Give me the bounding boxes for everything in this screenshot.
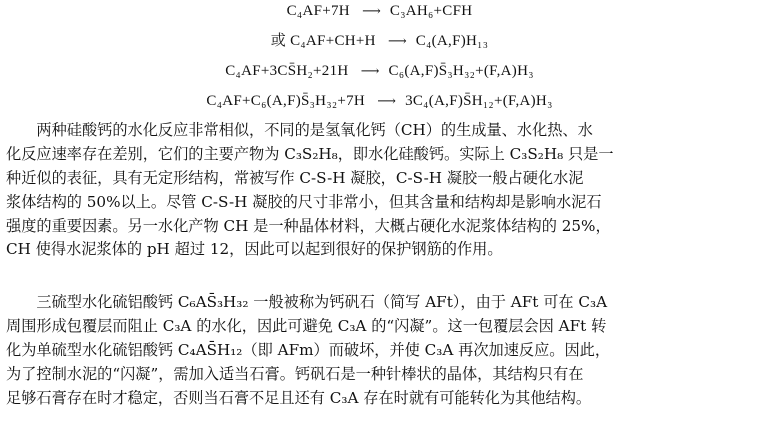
text-line: 为了控制水泥的“闪凝”，需加入适当石膏。钙矾石是一种针棒状的晶体，其结构只有在 [6, 364, 584, 383]
text-line: 三硫型水化硫铝酸钙 C₆AS̄₃H₃₂ 一般被称为钙矾石（简写 AFt），由于 AFt 可在 C₃A [6, 293, 608, 311]
text-line: 两种硅酸钙的水化反应非常相似，不同的是氢氧化钙（CH）的生成量、水化热、水 [6, 121, 593, 139]
equation-rhs: C₃AH₆+CFH [389, 3, 473, 19]
paragraph-hydration-silicates [6, 119, 750, 262]
text-line: 化反应速率存在差别，它们的主要产物为 C₃S₂H₈，即水化硅酸钙。实际上 C₃S₂H₈ 只是一 [6, 144, 614, 163]
reaction-arrow: ⟶ [362, 3, 378, 18]
equation-3 [0, 61, 759, 81]
reaction-arrow: ⟶ [377, 93, 393, 108]
equation-4 [0, 91, 759, 111]
reaction-arrow: ⟶ [387, 33, 404, 48]
text-line: 浆体结构的 50%以上。尽管 C-S-H 凝胶的尺寸非常小，但其含量和结构却是影响水泥石 [6, 192, 602, 211]
text-line: 周围形成包覆层而阻止 C₃A 的水化，因此可避免 C₃A 的“闪凝”。这一包覆层会因 AFt 转 [6, 316, 607, 335]
equation-prefix: 或 [270, 33, 291, 49]
equation-lhs: C₄AF+C₆(A,F)S̄₃H₃₂+7H [206, 93, 366, 109]
text-line: CH 使得水泥浆体的 pH 超过 12，因此可以起到很好的保护钢筋的作用。 [6, 240, 503, 259]
equation-lhs: C₄AF+3CS̄H₂+21H [225, 63, 349, 79]
text-line: 化为单硫型水化硫铝酸钙 C₄AS̄H₁₂（即 AFm）而破坏，并使 C₃A 再次加速反应。因此， [6, 340, 611, 359]
equation-rhs: C₆(A,F)S̄₃H₃₂+(F,A)H₃ [388, 63, 534, 79]
equation-2 [0, 31, 759, 51]
reaction-arrow: ⟶ [360, 63, 377, 78]
equation-lhs: C₄AF+7H [286, 3, 350, 19]
equation-rhs: 3C₄(A,F)S̄H₁₂+(F,A)H₃ [405, 93, 553, 109]
paragraph-ettringite [6, 291, 750, 410]
text-line: 足够石膏存在时才稳定，否则当石膏不足且还有 C₃A 存在时就有可能转化为其他结构。 [6, 388, 592, 407]
equation-lhs: C₄AF+CH+H [290, 33, 376, 49]
equation-rhs: C₄(A,F)H₁₃ [415, 33, 489, 49]
text-line: 种近似的表征，具有无定形结构，常被写作 C-S-H 凝胶，C-S-H 凝胶一般占硬化水泥 [6, 168, 584, 187]
equation-1 [0, 1, 759, 21]
text-line: 强度的重要因素。另一水化产物 CH 是一种晶体材料，大概占硬化水泥浆体结构的 25%， [6, 216, 611, 235]
